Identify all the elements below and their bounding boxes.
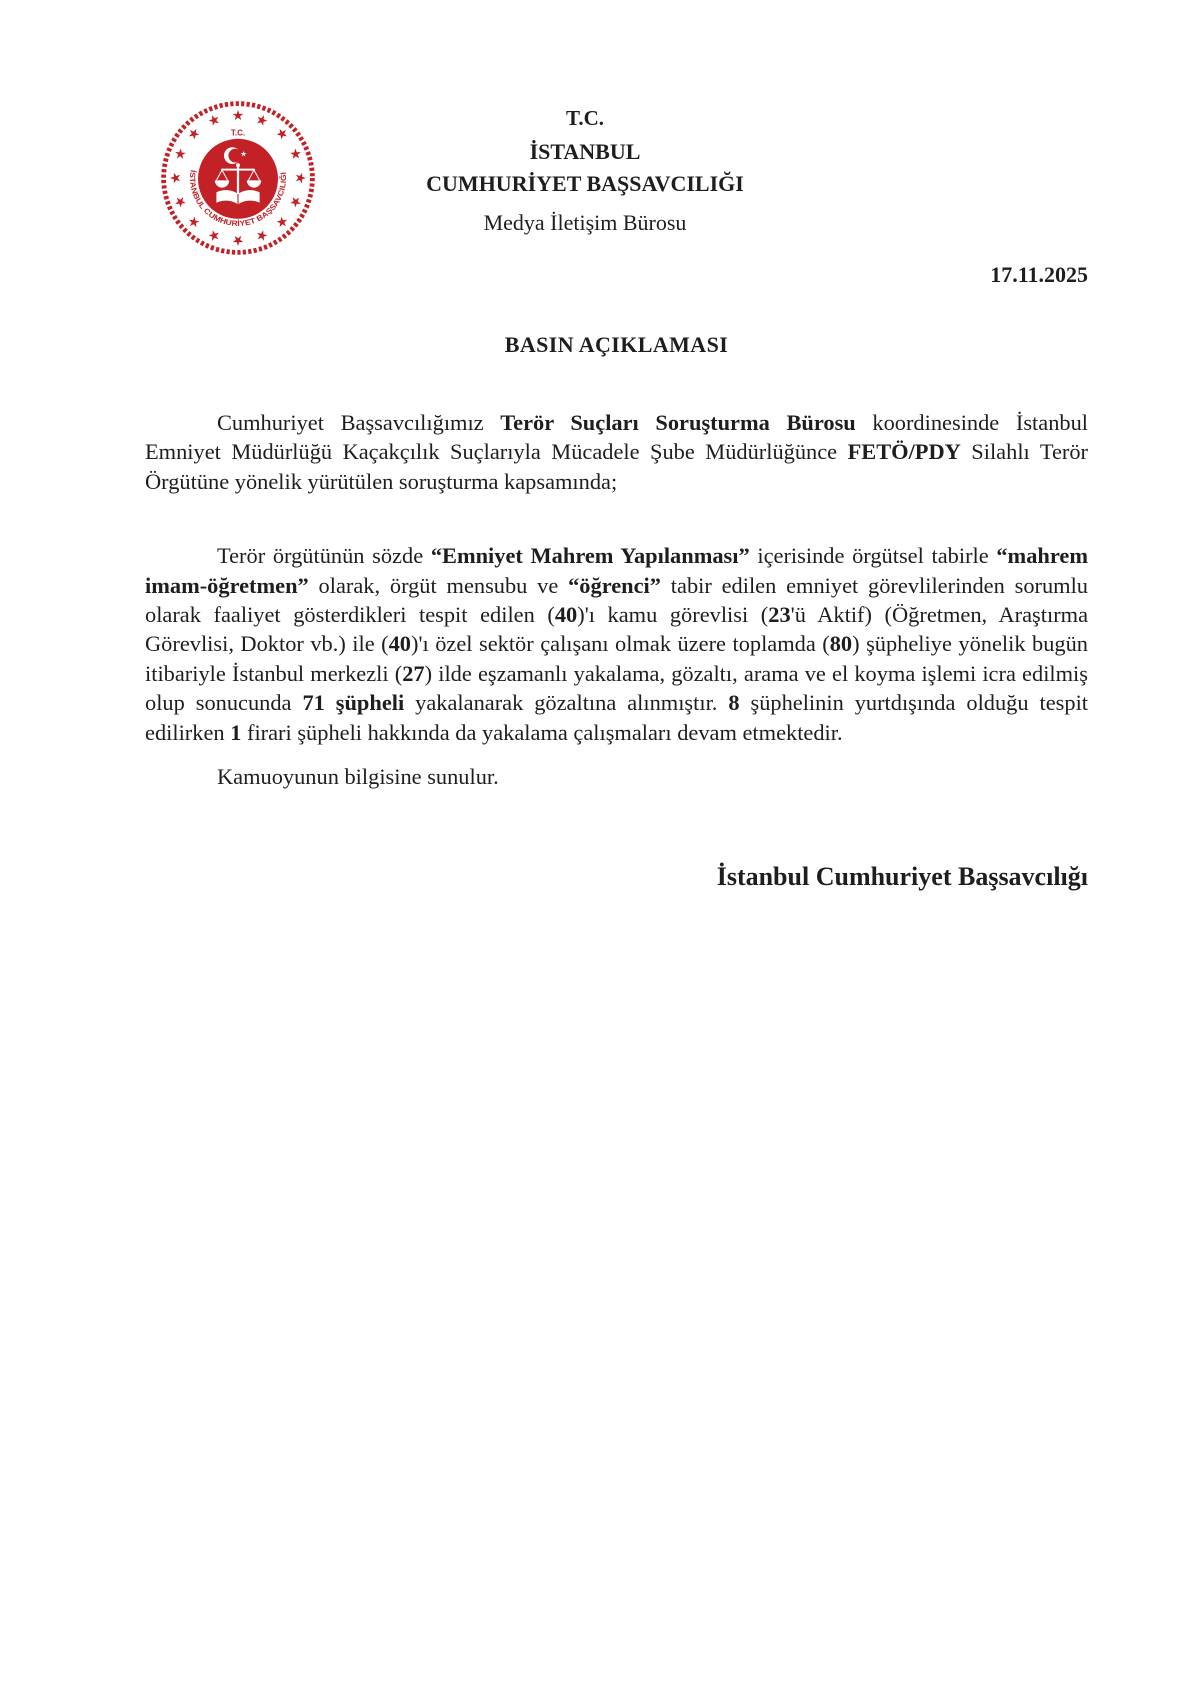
paragraph-operation-details: Terör örgütünün sözde “Emniyet Mahrem Yapılanması” içerisinde örgütsel tabirle “mahrem imam-öğretmen” olarak, örgüt mensubu ve “öğrenci” tabir edilen emniyet görevlilerinden sorumlu olarak faaliyet gösterdikleri tespit edilen (40)'ı kamu görevlisi (23'ü Aktif) (Öğretmen, Araştırma Görevlisi, Doktor vb.) ile (40)'ı özel sektör çalışanı olmak üzere toplamda (80) şüpheliye yönelik bugün itibariyle İstanbul merkezli (27) ilde eşzamanlı yakalama, gözaltı, arama ve el koyma işlemi icra edilmiş olup sonucunda 71 şüpheli yakalanarak gözaltına alınmıştır. 8 şüphelinin yurtdışında olduğu tespit edilirken 1 firari şüpheli hakkında da yakalama çalışmaları devam etmektedir. [145, 543, 1089, 745]
letterhead-republic: T.C. [565, 106, 605, 130]
emblem-tc-text: T.C. [230, 128, 246, 138]
signature-office: İstanbul Cumhuriyet Başsavcılığı [716, 862, 1088, 891]
paragraph-investigation-scope: Cumhuriyet Başsavcılığımız Terör Suçları Soruşturma Bürosu koordinesinde İstanbul Emniyet Müdürlüğü Kaçakçılık Suçlarıyla Mücadele Şube Müdürlüğünce FETÖ/PDY Silahlı Terör Örgütüne yönelik yürütülen soruşturma kapsamında; [145, 410, 1089, 494]
letterhead-city: İSTANBUL [529, 139, 641, 164]
paragraph-closing: Kamuoyunun bilgisine sunulur. [217, 764, 499, 790]
document-body [145, 408, 1088, 791]
letterhead-office: CUMHURİYET BAŞSAVCILIĞI [426, 171, 744, 196]
document-title: BASIN AÇIKLAMASI [504, 332, 729, 357]
letterhead [85, 106, 1085, 236]
letterhead-bureau: Medya İletişim Bürosu [483, 210, 687, 235]
emblem-ring-text: İSTANBUL CUMHURİYET BAŞSAVCILIĞI [187, 169, 289, 229]
document-date: 17.11.2025 [990, 262, 1088, 287]
